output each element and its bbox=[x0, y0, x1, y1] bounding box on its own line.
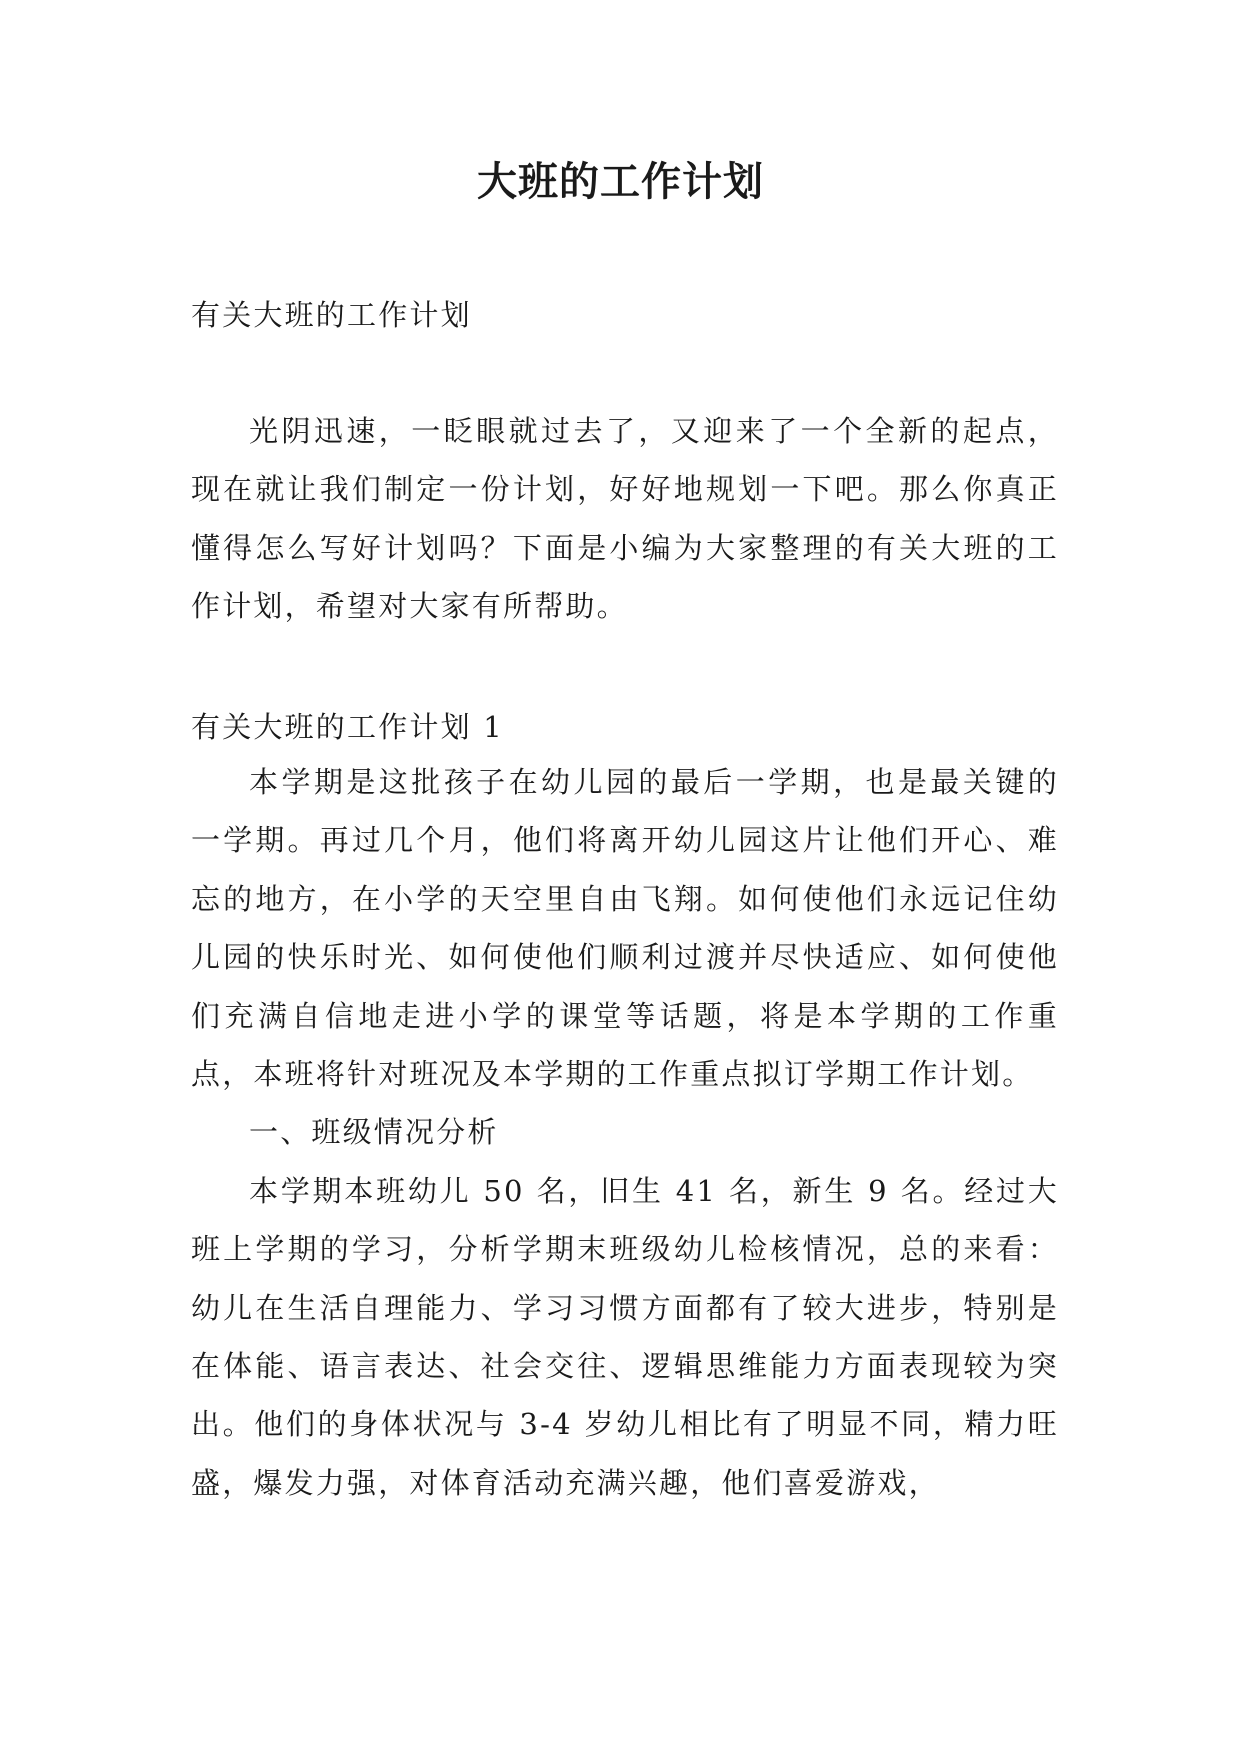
intro-paragraph bbox=[191, 402, 1059, 636]
document-subtitle: 有关大班的工作计划 bbox=[191, 298, 472, 332]
body-text bbox=[191, 753, 1059, 1512]
section-subheading: 一、班级情况分析 bbox=[249, 1115, 499, 1150]
document-title: 大班的工作计划 bbox=[477, 158, 764, 205]
body-paragraph: 本学期是这批孩子在幼儿园的最后一学期，也是最关键的一学期。再过几个月，他们将离开幼儿园这片让他们开心、难忘的地方，在小学的天空里自由飞翔。如何使他们永远记住幼儿园的快乐时光、如何使他们顺利过渡并尽快适应、如何使他们充满自信地走进小学的课堂等话题，将是本学期的工作重点，本班将针对班况及本学期的工作重点拟订学期工作计划。 bbox=[191, 765, 1059, 1092]
body-paragraph: 本学期本班幼儿 50 名，旧生 41 名，新生 9 名。经过大班上学期的学习，分析学期末班级幼儿检核情况，总的来看：幼儿在生活自理能力、学习习惯方面都有了较大进步，特别是在体能、语言表达、社会交往、逻辑思维能力方面表现较为突出。他们的身体状况与 3-4 岁幼儿相比有了明显不同，精力旺盛，爆发力强，对体育活动充满兴趣，他们喜爱游戏， bbox=[191, 1173, 1059, 1500]
intro-text: 光阴迅速，一眨眼就过去了，又迎来了一个全新的起点，现在就让我们制定一份计划，好好地规划一下吧。那么你真正懂得怎么写好计划吗？下面是小编为大家整理的有关大班的工作计划，希望对大家有所帮助。 bbox=[191, 414, 1059, 624]
section-heading: 有关大班的工作计划 1 bbox=[191, 710, 504, 744]
